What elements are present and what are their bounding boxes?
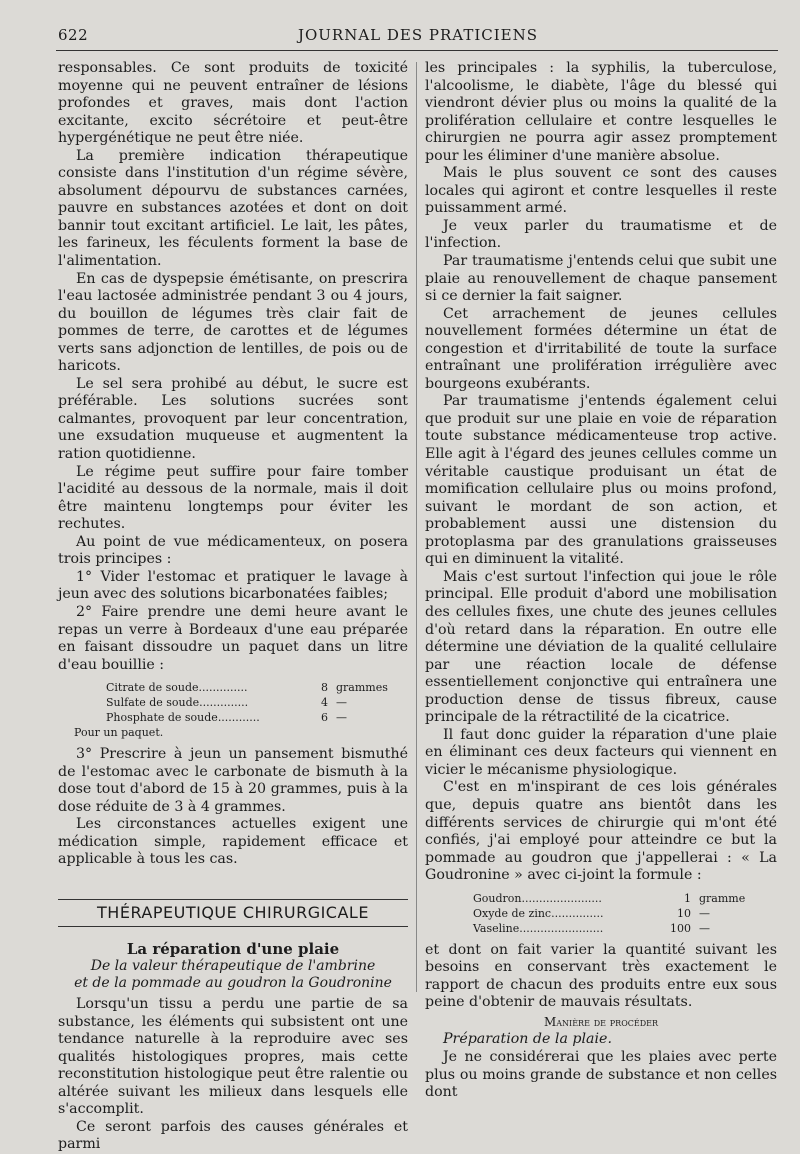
prescription-row: Phosphate de soude............ 6 — xyxy=(106,711,347,725)
journal-title: JOURNAL DES PRATICIENS xyxy=(297,26,539,44)
paragraph: et dont on fait varier la quantité suivant les besoins en conservant très exactement le rapport de chacun des produits entre eux sous peine d'obtenir de mauvais résultats. xyxy=(425,941,777,1011)
article-subtitle: et de la pommade au goudron la Goudronine xyxy=(74,975,392,992)
paragraph: Au point de vue médicamenteux, on posera trois principes : xyxy=(58,533,408,568)
paragraph: 2° Faire prendre une demi heure avant le repas un verre à Bordeaux d'une eau préparée en faisant dissoudre un paquet dans un litre d'eau bouillie : xyxy=(58,603,408,673)
page-number: 622 xyxy=(58,26,89,44)
paragraph: Il faut donc guider la réparation d'une plaie en éliminant ces deux facteurs qui viennent en vicier le mécanisme physiologique. xyxy=(425,726,777,778)
column-separator xyxy=(416,62,417,992)
formula-row: Oxyde de zinc............... 10 — xyxy=(473,906,710,920)
prescription-note: Pour un paquet. xyxy=(74,726,164,740)
page-header xyxy=(58,22,778,46)
paragraph: Lorsqu'un tissu a perdu une partie de sa substance, les éléments qui subsistent ont une tendance naturelle à la reproduire avec ses qualités histologiques propres, mais cette reconstitution histologique peut être ralentie ou altérée suivant les milieux dans lesquels elle s'accomplit. xyxy=(58,996,408,1118)
paragraph: les principales : la syphilis, la tuberculose, l'alcoolisme, le diabète, l'âge du blessé qui viendront dévier plus ou moins la qualité de la prolifération cellulaire et contre lesquelles le chirurgien ne pourra agir assez promptement pour les éliminer d'une manière absolue. xyxy=(425,60,777,164)
paragraph: 1° Vider l'estomac et pratiquer le lavage à jeun avec des solutions bicarbonatées faibles; xyxy=(58,568,408,603)
paragraph: En cas de dyspepsie émétisante, on prescrira l'eau lactosée administrée pendant 3 ou 4 jours, du bouillon de légumes très clair fait de pommes de terre, de carottes et de légumes verts sans adjonction de lentilles, de pois ou de haricots. xyxy=(58,270,408,375)
article-subtitle: De la valeur thérapeutique de l'ambrine xyxy=(90,958,376,975)
header-rule xyxy=(56,50,778,51)
paragraph: Je veux parler du traumatisme et de l'infection. xyxy=(425,217,777,252)
prescription-list xyxy=(74,680,408,740)
italic-heading: Préparation de la plaie. xyxy=(443,1031,612,1048)
article-title: La réparation d'une plaie xyxy=(126,939,340,958)
paragraph: Par traumatisme j'entends également celui que produit sur une plaie en voie de réparation toute substance médicamenteuse trop active. Elle agit à l'égard des jeunes cellules comme un véritable caustique produisant un état de momification cellulaire plus ou moins profond, suivant le mordant de son action, et probablement aussi une distension du protoplasma par des granulations graisseuses qui en diminuent la vitalité. xyxy=(425,393,777,568)
paragraph: Les circonstances actuelles exigent une médication simple, rapidement efficace et applicable à tous les cas. xyxy=(58,816,408,868)
formula-row: Vaseline........................ 100 — xyxy=(473,921,710,935)
paragraph: Cet arrachement de jeunes cellules nouvellement formées détermine un état de congestion et d'irritabilité de toute la surface entraînant une prolifération irrégulière avec bourgeons exubérants. xyxy=(425,305,777,392)
formula-row: Goudron....................... 1 gramme xyxy=(473,891,746,905)
paragraph: Le régime peut suffire pour faire tomber l'acidité au dessous de la normale, mais il doit être maintenu longtemps pour éviter les rechutes. xyxy=(58,463,408,533)
prescription-row: Sulfate de soude.............. 4 — xyxy=(106,696,347,710)
formula-list xyxy=(473,891,777,936)
paragraph: C'est en m'inspirant de ces lois générales que, depuis quatre ans bientôt dans les différents services de chirurgie qui m'ont été confiés, j'ai employé pour atteindre ce but la pommade au goudron que j'appellerai : « La Goudronine » avec ci-joint la formule : xyxy=(425,779,777,884)
paragraph: 3° Prescrire à jeun un pansement bismuthé de l'estomac avec le carbonate de bismuth à la dose tout d'abord de 15 à 20 grammes, puis à la dose réduite de 3 à 4 grammes. xyxy=(58,746,408,815)
left-column xyxy=(58,60,408,1154)
paragraph: Le sel sera prohibé au début, le sucre est préférable. Les solutions sucrées sont calmantes, provoquent par leur concentration, une exsudation muqueuse et augmentent la ration quotidienne. xyxy=(58,375,408,463)
paragraph: La première indication thérapeutique consiste dans l'institution d'un régime sévère, absolument dépourvu de substances carnées, pauvre en substances azotées et dont on doit bannir tout excitant artificiel. Le lait, les pâtes, les farineux, les féculents forment la base de l'alimentation. xyxy=(58,147,408,270)
paragraph: Je ne considérerai que les plaies avec perte plus ou moins grande de substance et non celles dont xyxy=(425,1048,777,1101)
prescription-row: Citrate de soude.............. 8 grammes xyxy=(106,681,388,695)
paragraph: Par traumatisme j'entends celui que subit une plaie au renouvellement de chaque pansement si ce dernier la fait saigner. xyxy=(425,253,777,305)
section-title: THÉRAPEUTIQUE CHIRURGICALE xyxy=(58,899,408,927)
paragraph: Mais le plus souvent ce sont des causes locales qui agiront et contre lesquelles il reste puissamment armé. xyxy=(425,165,777,217)
paragraph: Mais c'est surtout l'infection qui joue le rôle principal. Elle produit d'abord une mobilisation des cellules fixes, une chute des jeunes cellules d'où retard dans la réparation. En outre elle détermine une déviation de la qualité cellulaire par une réaction locale de défense essentiellement conjonctive qui entraînera une production dense de tissus fibreux, cause principale de la rétractilité de la cicatrice. xyxy=(425,568,777,726)
right-column xyxy=(425,60,777,1102)
paragraph: Ce seront parfois des causes générales et parmi xyxy=(58,1118,408,1153)
paragraph: responsables. Ce sont produits de toxicité moyenne qui ne peuvent entraîner de lésions profondes et graves, mais dont l'action excitante, excito sécrétoire et peut-être hypergénétique ne peut être niée. xyxy=(58,60,408,147)
subheading: Manière de procéder xyxy=(543,1014,658,1029)
